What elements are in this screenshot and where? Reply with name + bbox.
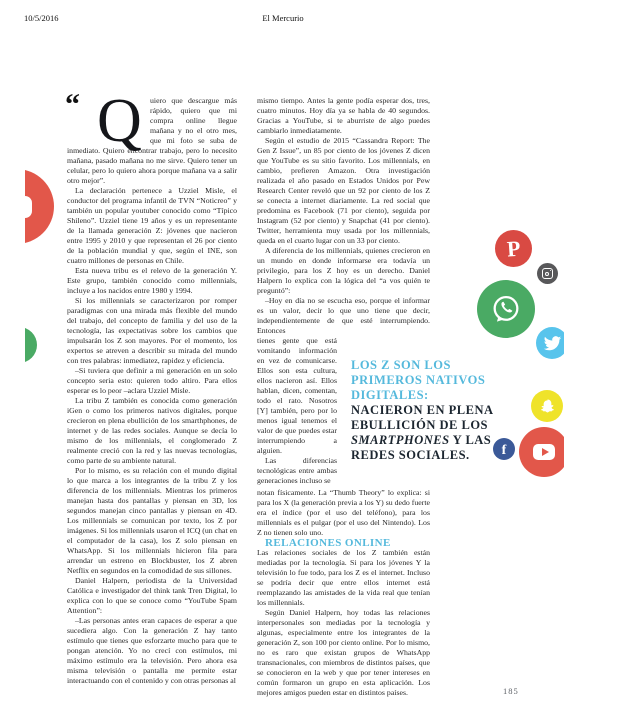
pull-quote-line: DIGITALES: xyxy=(351,388,429,402)
paragraph: A diferencia de los millennials, quienes crecieron en un mundo en donde informarse era todavía un privilegio, para los Z hoy es un derecho. Daniel Halpern lo explica con la lógica del “a vos quién te preguntó”: xyxy=(257,246,430,295)
paragraph-text: uiero que descargue más rápido, quiero que mi compra online llegue mañana y no el otro mes, que mi foto se suba de inmediato. Quiero encontrar trabajo, pero lo necesito mañana, pasado mañana no me sirve. Quiero tener un celular, pero lo quiero ahora porque mañana va a salir otro mejor”. xyxy=(67,96,237,185)
pull-quote-italic-word: SMARTPHONES xyxy=(351,433,450,447)
paragraph: Las relaciones sociales de los Z también están mediadas por la tecnología. Si para los jóvenes Y la televisión lo fue todo, para los Z es el internet. Incluso se podría decir que entre ellos internet está reemplazando las amistades de la vida real que tenían los millennials. xyxy=(257,548,430,607)
youtube-icon xyxy=(519,427,564,477)
paragraph: Esta nueva tribu es el relevo de la generación Y. Este grupo, también conocido como millennials, incluye a los nacidos entre 1980 y 1994. xyxy=(67,266,237,295)
paragraph: Las diferencias tecnológicas entre ambas generaciones incluso se xyxy=(257,456,337,485)
paragraph: –Las personas antes eran capaces de esperar a que sucediera algo. Con la generación Z hay tanto estímulo que tienes que esforzarte mucho para que te pongan atención. Yo no crecí con estímulos, mi máximo estímulo era la televisión. Pero ahora esa misma televisión o pantalla me permite estar interactuando con el contenido y con otras personas al xyxy=(67,616,237,685)
youtube-play-button-shape xyxy=(25,196,32,218)
instagram-camera-glyph xyxy=(542,268,553,279)
pinterest-p-glyph: P xyxy=(505,235,522,261)
page-number: 185 xyxy=(503,686,519,696)
facebook-f-glyph: f xyxy=(501,442,507,458)
pull-quote-line: EBULLICIÓN DE LOS xyxy=(351,418,489,432)
narrow-text-block xyxy=(257,336,337,486)
magazine-page xyxy=(25,60,564,705)
right-column xyxy=(257,96,494,698)
pull-quote-line: LOS Z SON LOS xyxy=(351,358,451,372)
instagram-lens-shape xyxy=(545,272,549,276)
green-circle-icon-left-clipped xyxy=(25,327,37,363)
whatsapp-icon xyxy=(477,280,535,338)
paragraph: Por lo mismo, es su relación con el mundo digital lo que marca a los integrantes de la tribu Z y los diferencia de los millennials. Mientras los primeros manejan hasta dos pantallas y piensan en 3D, los segundos manejan cinco pantallas y piensan en 4D. Los millennials se comunican por texto, los Z por imágenes. Si los millennials usaron el ICQ (un chat en el computador de la casa), los Z solo piensan en WhatsApp. Si los millennials hicieron fila para arrendar un estreno en Blockbuster, los Z abren Netflix en segundos en la comodidad de sus sillones. xyxy=(67,466,237,575)
youtube-play-triangle xyxy=(542,448,549,456)
pull-quote-line: PRIMEROS NATIVOS xyxy=(351,373,486,387)
whatsapp-phone-glyph xyxy=(489,292,523,326)
drop-cap-block xyxy=(65,87,150,155)
pull-quote-line: REDES SOCIALES. xyxy=(351,448,470,462)
paragraph: mismo tiempo. Antes la gente podía esperar dos, tres, cuatro minutos. Hoy día ya se habla de 40 segundos. Gracias a YouTube, si te aburriste de algo puedes cambiarlo inmediatamente. xyxy=(257,96,430,135)
paragraph: La tribu Z también es conocida como generación iGen o como los primeros nativos digitales, porque crecieron en plena ebullición de los smarthphones, de internet y de las redes sociales. Aunque se decía lo mismo de los millennials, el conglomerado Z realmente creció con la red y las nuevas tecnologías, como parte de su ambiente natural. xyxy=(67,396,237,465)
paragraph: notan físicamente. La “Thumb Theory” lo explica: si para los X (la generación previa a los Y) su dedo fuerte era el índice (por el uso del teléfono), para los millennials es el pulgar (por el uso del Nintendo). Los Z no tienen solo uno. xyxy=(257,488,430,537)
left-column xyxy=(65,87,237,686)
section-heading: RELACIONES ONLINE xyxy=(265,537,391,549)
paragraph: La declaración pertenece a Uzziel Misle, el conductor del programa infantil de TVN “Noticreo” y también un popular youtuber conocido como “Típico Shileno”. Uzziel tiene 19 años y es un representante de la llamada generación Z: jóvenes que nacieron entre 1995 y 2010 y que representan el 26 por ciento de la población mundial y que, según el INE, son cuatro millones de personas en Chile. xyxy=(67,186,237,265)
youtube-icon-left-clipped xyxy=(25,169,54,244)
header-source-title: El Mercurio xyxy=(262,13,304,23)
pull-quote xyxy=(351,358,519,463)
pullquote-wrap-region xyxy=(257,336,494,488)
youtube-play-button-shape xyxy=(533,444,555,460)
paragraph: Según el estudio de 2015 “Cassandra Report: The Gen Z Issue”, un 85 por ciento de los jóvenes Z dicen que YouTube es su sitio favorito. Los millennials, en cambio, prefieren Amazon. Otra investigación realizada el año pasado en Estados Unidos por Pew Research Center reveló que un 92 por ciento de los Z se conecta a internet diariamente. La red social que predomina es Facebook (71 por ciento), seguida por Instagram (52 por ciento) y Snapchat (41 por ciento). Twitter, herramienta muy usada por los millennials, queda en el cuarto lugar con un 33 por ciento. xyxy=(257,136,430,245)
snapchat-ghost-glyph xyxy=(538,397,557,416)
pull-quote-text: Y LAS xyxy=(449,433,492,447)
paragraph: Daniel Halpern, periodista de la Universidad Católica e investigador del think tank Tren Digital, lo explica con lo que se conoce como “YouTube Spam Attention”: xyxy=(67,576,237,615)
paragraph: –Hoy en día no se escucha eso, porque el informar es un valor, decir lo que uno tiene que decir, independientemente de que esté interrumpiendo. Entonces xyxy=(257,296,430,335)
pull-quote-line xyxy=(351,433,519,448)
paragraph xyxy=(65,87,237,186)
instagram-flash-dot xyxy=(550,270,551,271)
paragraph: tienes gente que está vomitando información en vez de comunicarse. Ellos son esta cultura, ellos nacieron así. Ellos hablan, dicen, comentan, todo el rato. Nosotros [Y] también, pero por lo menos igual tenemos el valor de que puedes estar interrumpiendo a alguien. xyxy=(257,336,337,455)
pinterest-icon xyxy=(495,230,532,267)
paragraph: Según Daniel Halpern, hoy todas las relaciones interpersonales son mediadas por la tecnología y algunas, especialmente entre los integrantes de la generación Z, son 100 por ciento online. Por lo mismo, no es raro que existan grupos de WhatsApp transnacionales, con miembros de distintos países, que se conocieron en la web y que por tener intereses en común formaron un grupo en esta aplicación. Los mejores amigos pueden estar en distintos países. xyxy=(257,608,430,697)
paragraph: Si los millennials se caracterizaron por romper paradigmas con una mirada más flexible del mundo del trabajo, del concepto de familia y del uso de la tecnología, las expectativas sobre los cambios que impulsarán los Z son mayores. Por el momento, los expertos se atreven a describir su mirada del mundo con tres palabras: inmediatez, rapidez y eficiencia. xyxy=(67,296,237,365)
header-date: 10/5/2016 xyxy=(24,13,59,23)
twitter-bird-glyph xyxy=(543,334,562,353)
drop-cap-letter: Q xyxy=(97,87,142,155)
instagram-icon xyxy=(537,263,558,284)
opening-quote-mark: “ xyxy=(65,88,80,121)
twitter-icon xyxy=(536,327,564,359)
paragraph: –Si tuviera que definir a mi generación en un solo concepto seria esto: quieren todo altiro. Para ellos esperar es lo peor –aclara Uzziel Misle. xyxy=(67,366,237,395)
snapchat-icon xyxy=(531,390,563,422)
pull-quote-line: NACIERON EN PLENA xyxy=(351,403,494,417)
